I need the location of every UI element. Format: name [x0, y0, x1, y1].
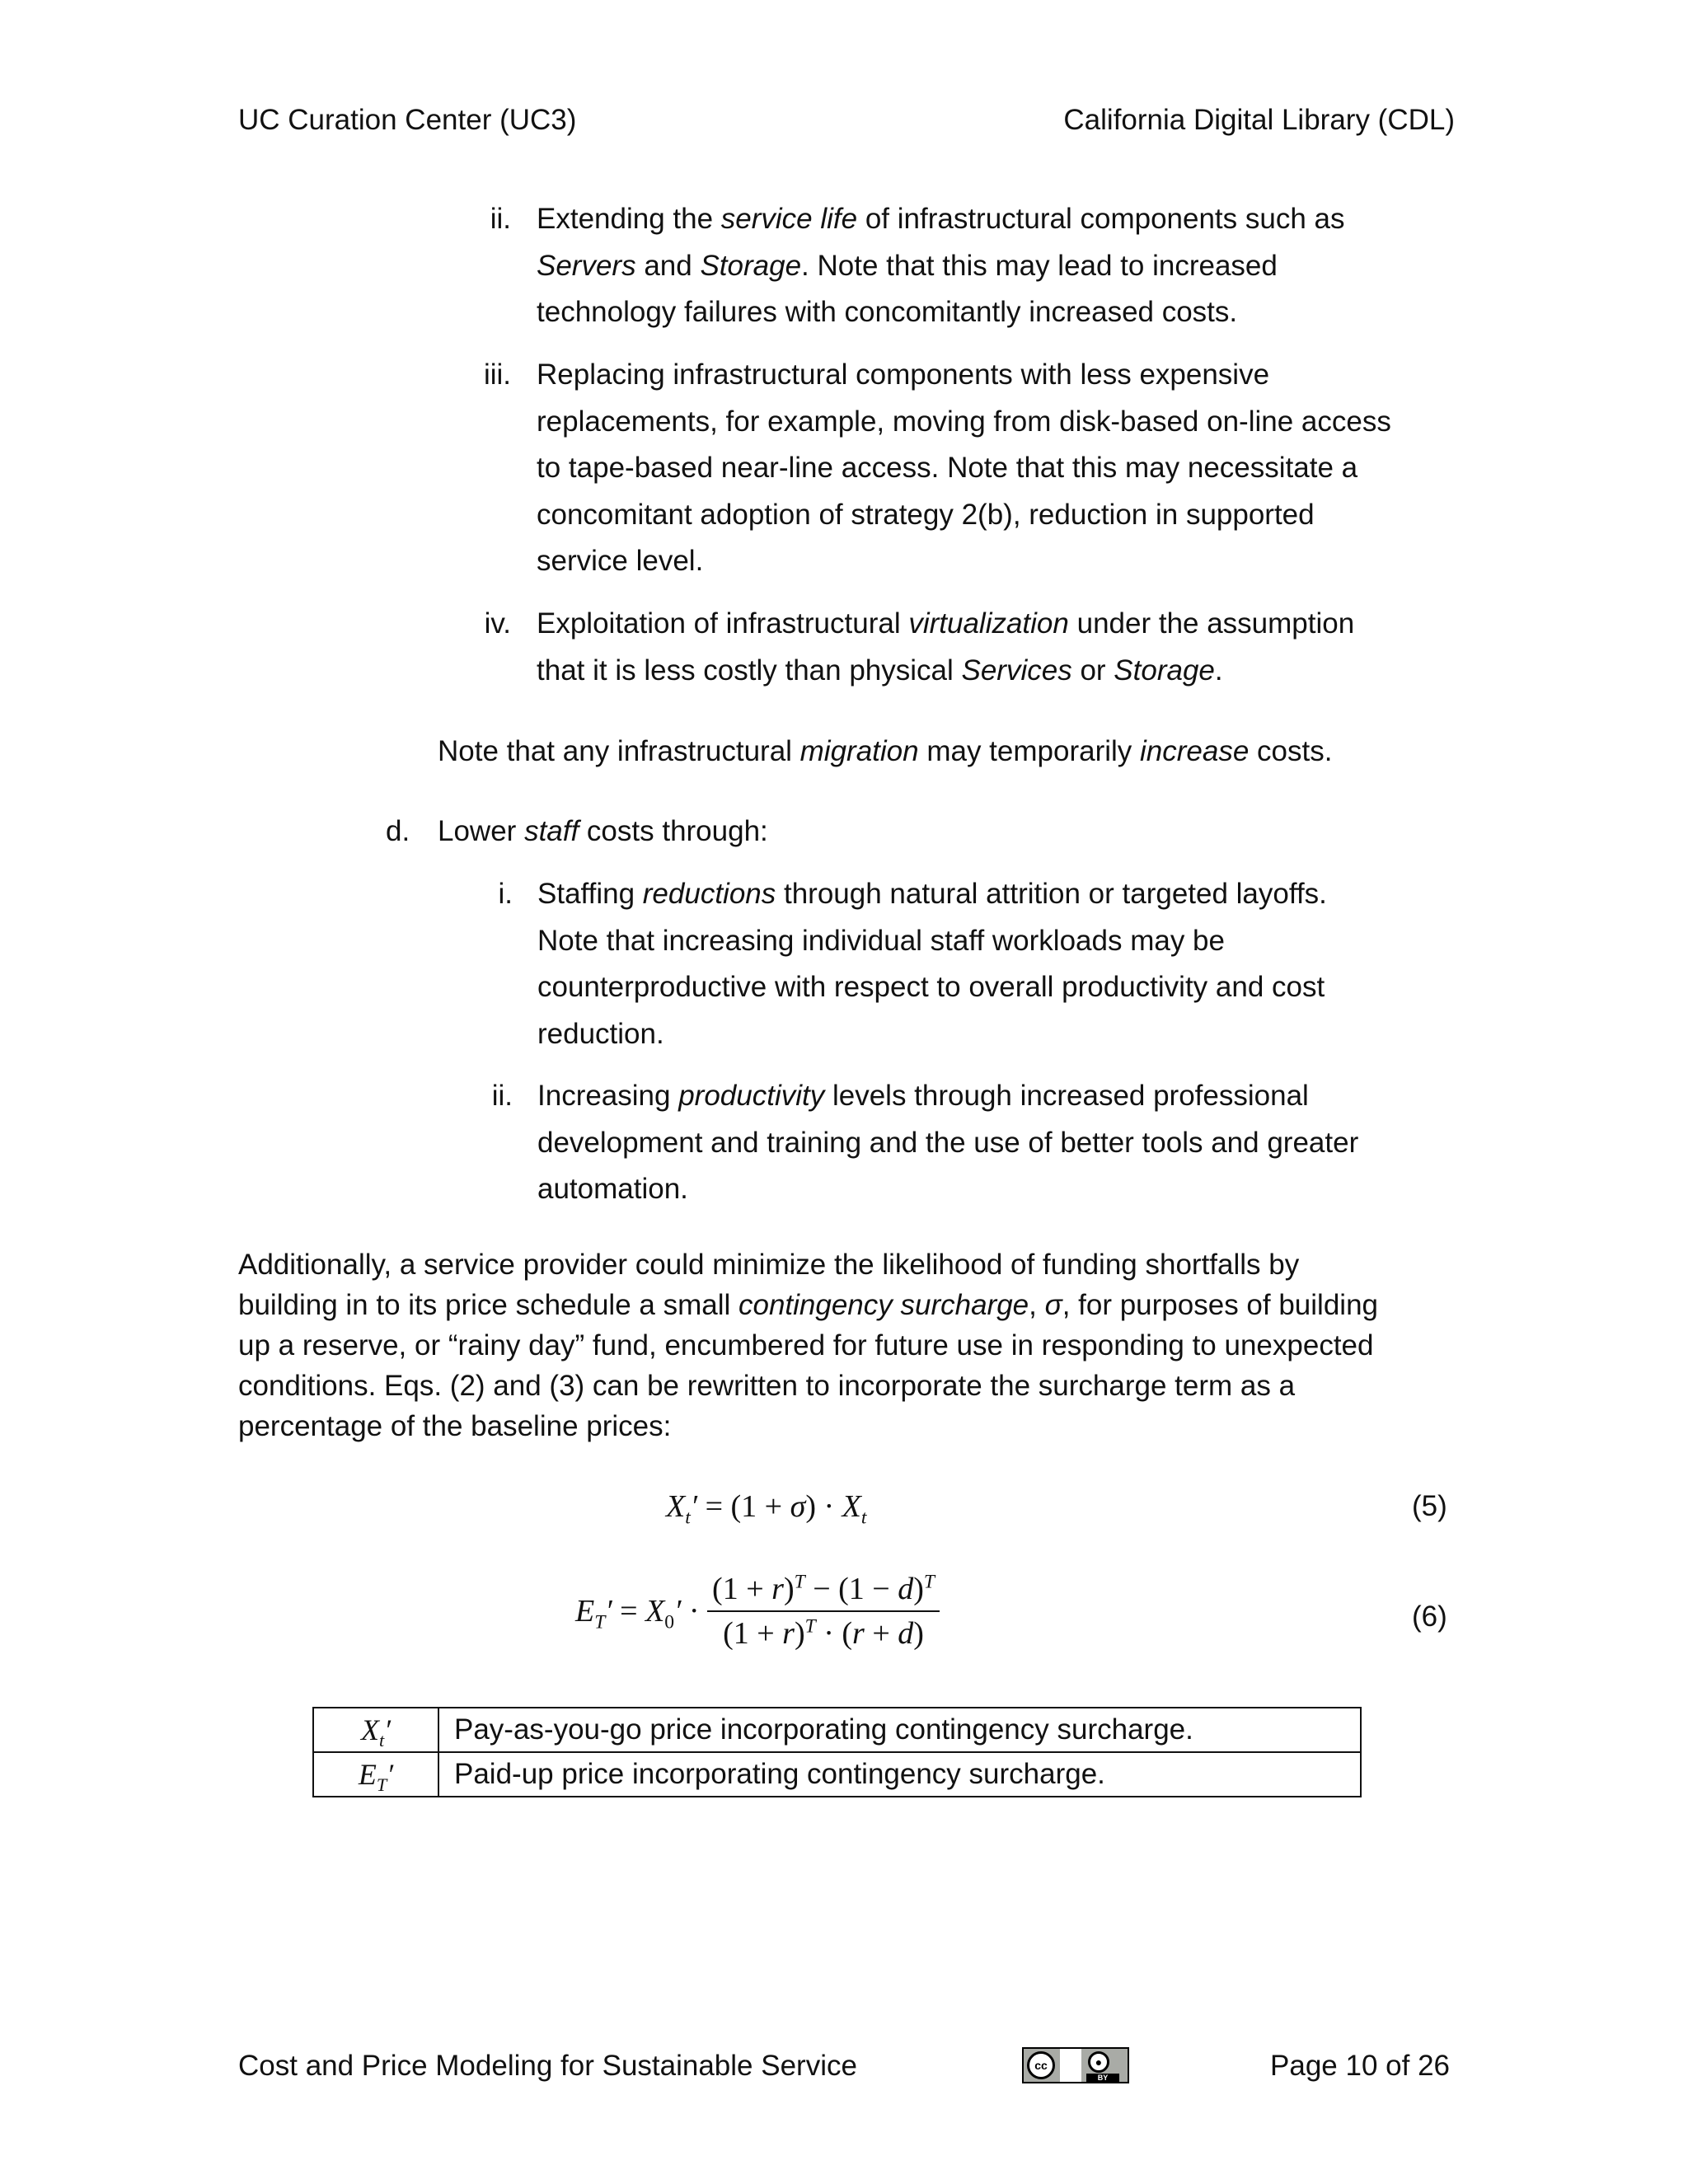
cc-by-icon — [1022, 2047, 1129, 2083]
list-item-line — [537, 918, 1225, 964]
text-run: . Note that this may lead to increased — [801, 249, 1278, 282]
text-run: or — [1071, 654, 1114, 687]
table-row — [313, 1708, 1361, 1752]
text-run: technology failures with concomitantly increased costs. — [537, 296, 1238, 328]
list-item-line — [537, 538, 703, 584]
text-run: levels through increased professional — [824, 1080, 1309, 1112]
emphasis-text: reductions — [642, 878, 776, 910]
list-item-line — [537, 243, 1278, 289]
emphasis-text: productivity — [678, 1080, 825, 1112]
list-item-line — [537, 196, 1345, 242]
emphasis-text: migration — [799, 735, 919, 767]
item-d-text — [438, 808, 768, 855]
equation-5-number: (5) — [1412, 1490, 1447, 1522]
text-run: , — [1029, 1289, 1045, 1321]
cc-icon: cc — [1027, 2051, 1055, 2079]
text-run: and — [635, 249, 701, 282]
text-run: percentage of the baseline prices: — [238, 1410, 672, 1442]
emphasis-text: Storage — [1114, 654, 1215, 687]
text-run: through natural attrition or targeted layoffs. — [776, 878, 1327, 910]
list-item-number: ii. — [490, 203, 511, 235]
equation-5: $X_t' = (1 + \sigma) \cdot X_t$ — [666, 1489, 867, 1529]
text-run: building in to its price schedule a small — [238, 1289, 738, 1321]
table-row — [313, 1752, 1361, 1797]
text-run: reduction. — [537, 1017, 664, 1050]
text-run: costs through: — [579, 815, 768, 847]
symbol-x-t-prime: $X_t'$ — [313, 1708, 438, 1752]
footer-page-number: Page 10 of 26 — [1270, 2050, 1450, 2082]
text-run: Note that any infrastructural — [438, 735, 800, 767]
list-item-line — [537, 1011, 664, 1057]
text-run: Note that increasing individual staff workloads may be — [537, 924, 1225, 957]
paragraph-line — [238, 1244, 1378, 1285]
text-run: automation. — [537, 1173, 688, 1205]
text-run: of infrastructural components such as — [857, 203, 1345, 235]
emphasis-text: Servers — [537, 249, 636, 282]
list-item-line — [537, 289, 1237, 335]
emphasis-text: σ — [1044, 1289, 1062, 1321]
text-run: up a reserve, or “rainy day” fund, encumbered for future use in responding to unexpected — [238, 1329, 1374, 1361]
symbol-description: Pay-as-you-go price incorporating contingency surcharge. — [438, 1708, 1361, 1752]
text-run: Extending the — [537, 203, 721, 235]
text-run: Lower — [438, 815, 525, 847]
emphasis-text: Storage — [700, 249, 802, 282]
text-run: Additionally, a service provider could minimize the likelihood of funding shortfalls by — [238, 1249, 1300, 1281]
text-run: replacements, for example, moving from disk-based on-line access — [537, 405, 1391, 438]
by-label: BY — [1086, 2074, 1119, 2082]
equation-6-fraction: $\frac{(1 + r)^T - (1 - d)^T}{(1 + r)^T \cdot (r + d)}$ — [707, 1571, 940, 1652]
paragraph-line — [238, 1325, 1378, 1366]
list-item-line — [537, 1073, 1309, 1119]
equation-6: $E_T' = X_0'$ · $\frac{(1 + r)^T - (1 - d)^T}{(1 + r)^T \cdot (r + d)}$ — [575, 1571, 940, 1652]
text-run: . — [1214, 654, 1223, 687]
emphasis-text: virtualization — [908, 607, 1069, 640]
text-run: , for purposes of building — [1062, 1289, 1378, 1321]
header-right: California Digital Library (CDL) — [1063, 104, 1455, 136]
emphasis-text: service life — [720, 203, 858, 235]
text-run: counterproductive with respect to overall productivity and cost — [537, 971, 1325, 1003]
text-run: service level. — [537, 545, 704, 577]
paragraph-line — [238, 1406, 1378, 1446]
text-run: under the assumption — [1068, 607, 1355, 640]
list-item-number: ii. — [491, 1080, 513, 1112]
list-item-line — [537, 1120, 1358, 1166]
symbols-table — [312, 1707, 1362, 1797]
text-run: Staffing — [537, 878, 643, 910]
text-run: conditions. Eqs. (2) and (3) can be rewritten to incorporate the surcharge term as a — [238, 1370, 1296, 1402]
emphasis-text: increase — [1140, 735, 1250, 767]
list-item-line — [537, 601, 1354, 647]
list-item-line — [537, 445, 1357, 491]
text-run: costs. — [1249, 735, 1333, 767]
list-item-number: i. — [498, 878, 513, 910]
paragraph-line — [238, 1366, 1378, 1406]
text-run: development and training and the use of better tools and greater — [537, 1126, 1359, 1159]
item-d-letter: d. — [386, 815, 410, 847]
text-run: Replacing infrastructural components with less expensive — [537, 359, 1270, 391]
surcharge-paragraph — [238, 1244, 1378, 1446]
footer-title: Cost and Price Modeling for Sustainable Service — [238, 2050, 857, 2082]
text-run: to tape-based near-line access. Note that this may necessitate a — [537, 452, 1358, 484]
list-item-line — [537, 648, 1223, 694]
symbol-description: Paid-up price incorporating contingency surcharge. — [438, 1752, 1361, 1797]
emphasis-text: contingency surcharge — [738, 1289, 1029, 1321]
text-run: that it is less costly than physical — [537, 654, 962, 687]
list-item-number: iv. — [484, 607, 511, 640]
header-left: UC Curation Center (UC3) — [238, 104, 577, 136]
list-item-line — [537, 964, 1325, 1010]
equation-6-number: (6) — [1412, 1601, 1447, 1633]
list-item-line — [537, 871, 1327, 917]
text-run: Increasing — [537, 1080, 679, 1112]
text-run: concomitant adoption of strategy 2(b), reduction in supported — [537, 498, 1315, 531]
symbol-e-t-prime: $E_T'$ — [313, 1752, 438, 1797]
paragraph-line — [238, 1285, 1378, 1325]
list-item-line — [537, 1166, 688, 1212]
attribution-icon: ● — [1088, 2051, 1109, 2073]
list-item-line — [537, 352, 1269, 398]
list-item-line — [537, 399, 1391, 445]
emphasis-text: Services — [961, 654, 1072, 687]
text-run: Exploitation of infrastructural — [537, 607, 909, 640]
emphasis-text: staff — [524, 815, 579, 847]
list-item-line — [537, 492, 1315, 538]
migration-note — [438, 729, 1332, 775]
list-item-number: iii. — [483, 359, 511, 391]
text-run: may temporarily — [918, 735, 1141, 767]
